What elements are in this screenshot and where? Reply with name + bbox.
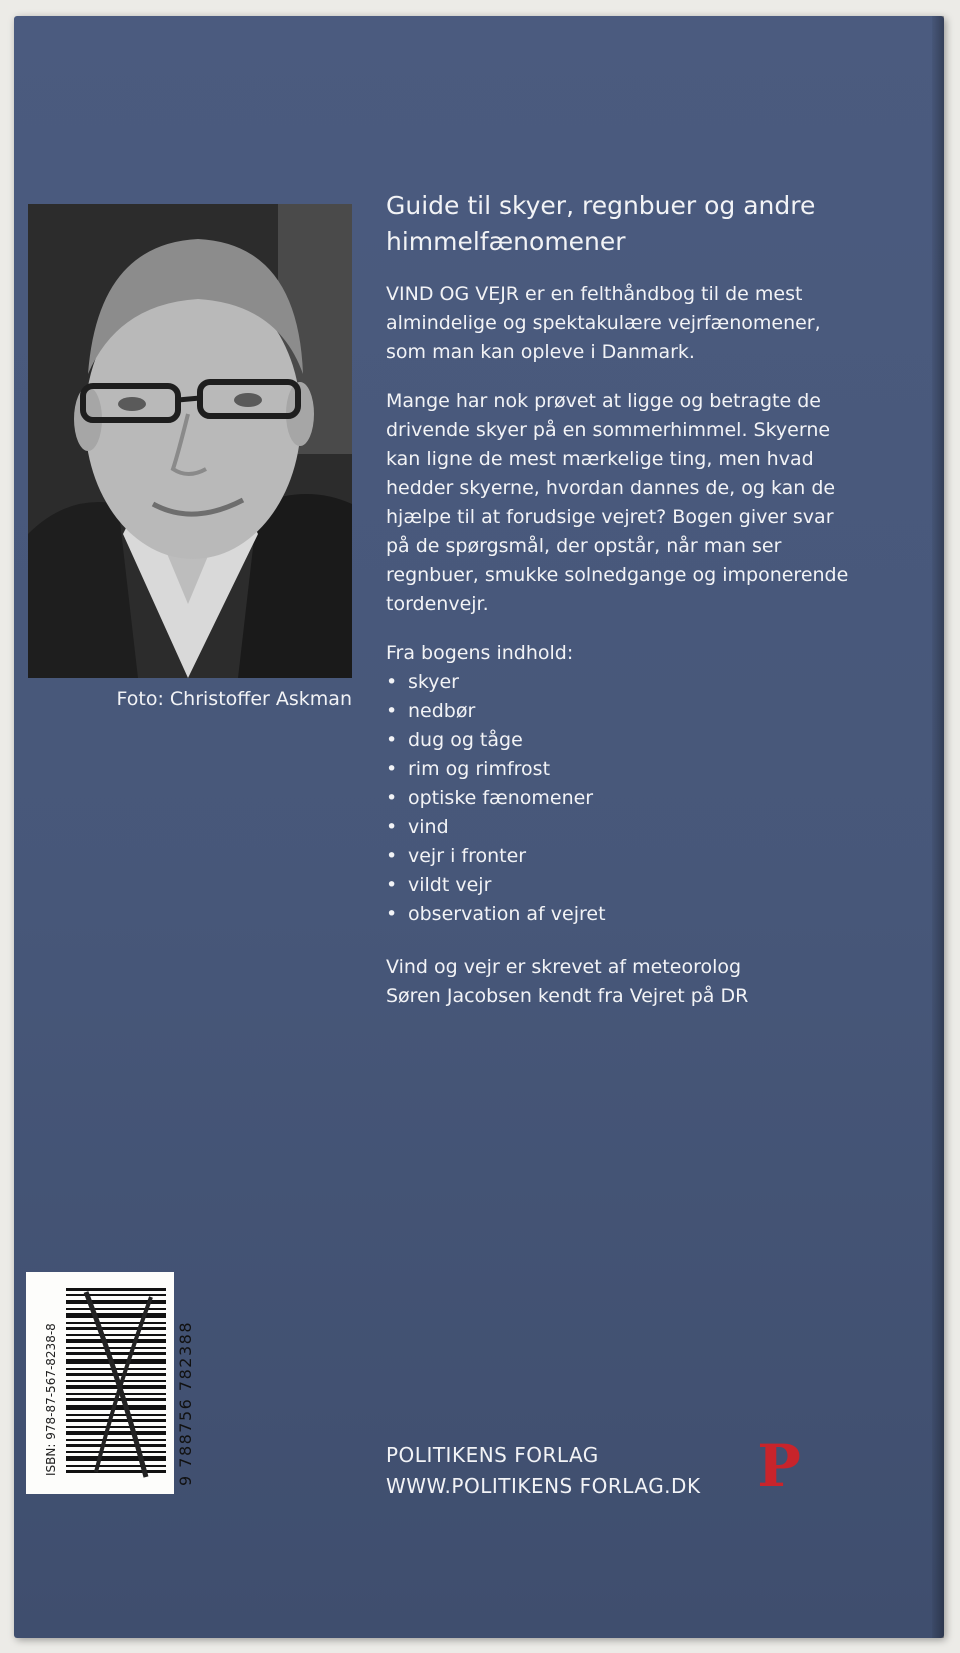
description-paragraph: Mange har nok prøvet at ligge og betragte de drivende skyer på en sommerhimmel. Skyerne kan ligne de mest mærkelige ting, men hvad hedder skyerne, hvordan dannes de, og kan de hjælpe til at forudsige vejret? Bogen giver svar på de spørgsmål, der opstår, når man ser regnbuer, smukke solnedgange og imponerende tordenvejr.: [386, 390, 849, 615]
contents-item: • dug og tåge: [386, 726, 856, 755]
author-note: [386, 953, 856, 1011]
contents-item: • observation af vejret: [386, 900, 856, 929]
tagline: Guide til skyer, regnbuer og andre himmelfænomener: [386, 191, 816, 256]
publisher-block: [386, 1440, 701, 1502]
contents-list: [386, 668, 856, 929]
portrait-illustration: [28, 204, 352, 678]
intro-paragraph: VIND OG VEJR er en felthåndbog til de mest almindelige og spektakulære vejrfænomener, som man kan opleve i Danmark.: [386, 283, 821, 363]
blurb-column: [386, 188, 856, 1011]
photo-credit-caption: Foto: Christoffer Askman: [116, 688, 352, 710]
cover-edge: [932, 16, 944, 1638]
isbn-label: ISBN: 978-87-567-8238-8: [44, 1323, 58, 1476]
contents-item: • nedbør: [386, 697, 856, 726]
contents-item: • vind: [386, 813, 856, 842]
barcode-number: 9 788756 782388: [176, 1320, 195, 1486]
contents-item: • vildt vejr: [386, 871, 856, 900]
author-portrait-photo: [28, 204, 352, 678]
contents-item: • skyer: [386, 668, 856, 697]
isbn-barcode: [26, 1272, 195, 1494]
publisher-url: WWW.POLITIKENS FORLAG.DK: [386, 1474, 701, 1498]
politiken-logo: [754, 1436, 804, 1496]
contents-item: • vejr i fronter: [386, 842, 856, 871]
book-cover: [14, 16, 944, 1638]
contents-item: • rim og rimfrost: [386, 755, 856, 784]
logo-letter: P: [757, 1436, 801, 1496]
publisher-name: POLITIKENS FORLAG: [386, 1443, 599, 1467]
contents-title: Fra bogens indhold:: [386, 642, 574, 664]
author-note-line-2: Søren Jacobsen kendt fra Vejret på DR: [386, 985, 749, 1007]
author-note-line-1: Vind og vejr er skrevet af meteorolog: [386, 956, 742, 978]
contents-item: • optiske fænomener: [386, 784, 856, 813]
